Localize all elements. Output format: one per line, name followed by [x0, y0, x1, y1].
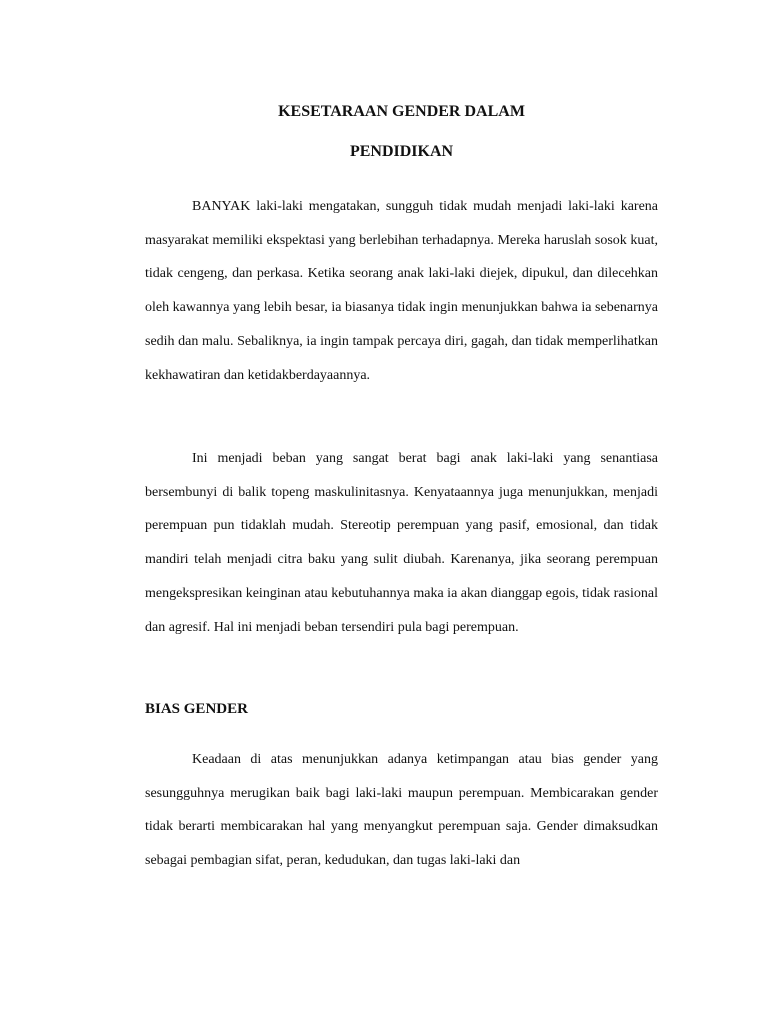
- document-title-line-2: PENDIDIKAN: [349, 143, 454, 160]
- paragraph-3: Keadaan di atas menunjukkan adanya ketimpangan atau bias gender yang sesungguhnya merugikan baik bagi laki-laki maupun perempuan. Membicarakan gender tidak berarti membicarakan hal yang menyangkut perempuan saja. Gender dimaksudkan sebagai pembagian sifat, peran, kedudukan, dan tugas laki-laki dan: [145, 752, 658, 869]
- paragraph-1: BANYAK laki-laki mengatakan, sungguh tidak mudah menjadi laki-laki karena masyarakat memiliki ekspektasi yang berlebihan terhadapnya. Mereka haruslah sosok kuat, tidak cengeng, dan perkasa. Ketika seorang anak laki-laki diejek, dipukul, dan dilecehkan oleh kawannya yang lebih besar, ia biasanya tidak ingin menunjukkan bahwa ia sebenarnya sedih dan malu. Sebaliknya, ia ingin tampak percaya diri, gagah, dan tidak memperlihatkan kekhawatiran dan ketidakberdayaannya.: [145, 199, 658, 383]
- document-title-line-1: KESETARAAN GENDER DALAM: [278, 103, 525, 120]
- paragraph-2: Ini menjadi beban yang sangat berat bagi anak laki-laki yang senantiasa bersembunyi di balik topeng maskulinitasnya. Kenyataannya juga menunjukkan, menjadi perempuan pun tidaklah mudah. Stereotip perempuan yang pasif, emosional, dan tidak mandiri telah menjadi citra baku yang sulit diubah. Karenanya, jika seorang perempuan mengekspresikan keinginan atau kebutuhannya maka ia akan dianggap egois, tidak rasional dan agresif. Hal ini menjadi beban tersendiri pula bagi perempuan.: [145, 451, 658, 635]
- section-heading: BIAS GENDER: [145, 701, 248, 717]
